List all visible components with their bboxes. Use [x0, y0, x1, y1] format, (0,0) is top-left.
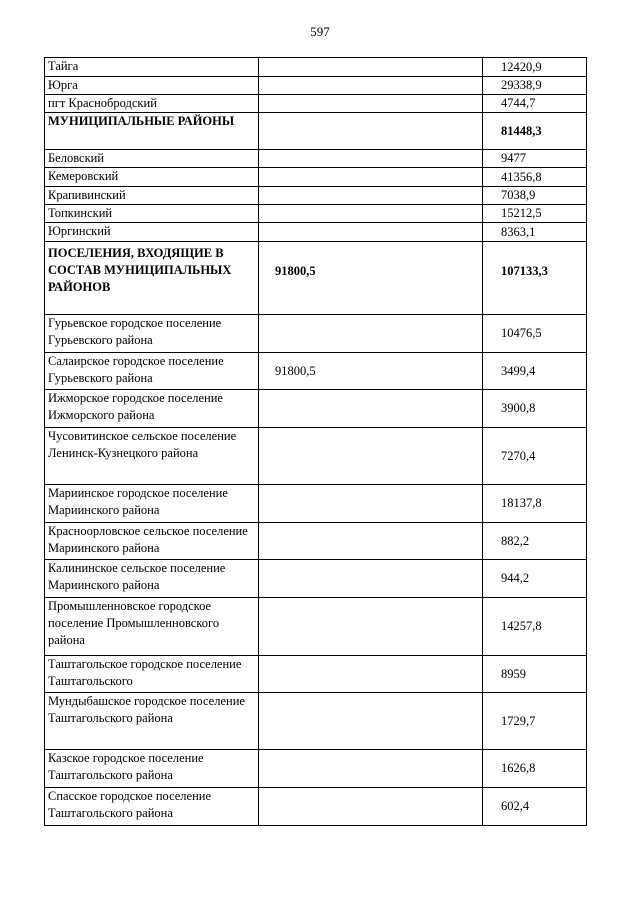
row-mid-value	[259, 77, 483, 95]
row-name: Гурьевское городское поселение Гурьевского района	[45, 315, 259, 353]
row-name: Кемеровский	[45, 168, 259, 187]
row-name: ПОСЕЛЕНИЯ, ВХОДЯЩИЕ В СОСТАВ МУНИЦИПАЛЬНЫХ РАЙОНОВ	[45, 242, 259, 315]
row-mid-value	[259, 656, 483, 693]
row-mid-value	[259, 113, 483, 150]
row-value: 882,2	[483, 523, 587, 560]
table-row	[45, 95, 587, 113]
row-value: 8959	[483, 656, 587, 693]
table-row	[45, 150, 587, 168]
table-row	[45, 315, 587, 353]
row-name: Чусовитинское сельское поселение Ленинск-Кузнецкого района	[45, 428, 259, 485]
row-value: 12420,9	[483, 58, 587, 77]
row-value: 7270,4	[483, 428, 587, 485]
page-number: 597	[310, 24, 330, 39]
row-mid-value	[259, 598, 483, 656]
table-row	[45, 598, 587, 656]
row-name: МУНИЦИПАЛЬНЫЕ РАЙОНЫ	[45, 113, 259, 150]
row-value: 8363,1	[483, 223, 587, 242]
row-name: Юргинский	[45, 223, 259, 242]
table-row	[45, 656, 587, 693]
table-row	[45, 560, 587, 598]
row-mid-value	[259, 168, 483, 187]
table-row	[45, 485, 587, 523]
budget-table	[44, 57, 587, 826]
row-mid-value	[259, 390, 483, 428]
table-row	[45, 205, 587, 223]
row-value: 4744,7	[483, 95, 587, 113]
row-value: 14257,8	[483, 598, 587, 656]
table-row	[45, 242, 587, 315]
row-value: 41356,8	[483, 168, 587, 187]
row-mid-value	[259, 428, 483, 485]
row-mid-value	[259, 693, 483, 750]
row-value: 1729,7	[483, 693, 587, 750]
table-row	[45, 223, 587, 242]
row-mid-value: 91800,5	[259, 353, 483, 390]
table-row	[45, 168, 587, 187]
row-name: пгт Краснобродский	[45, 95, 259, 113]
table-row	[45, 113, 587, 150]
row-name: Спасское городское поселение Таштагольского района	[45, 788, 259, 826]
row-mid-value	[259, 150, 483, 168]
row-value: 3900,8	[483, 390, 587, 428]
row-name: Казское городское поселение Таштагольского района	[45, 750, 259, 788]
row-value: 7038,9	[483, 187, 587, 205]
row-mid-value	[259, 750, 483, 788]
row-name: Мундыбашское городское поселение Таштагольского района	[45, 693, 259, 750]
table-row	[45, 523, 587, 560]
row-name: Таштагольское городское поселение Таштагольского	[45, 656, 259, 693]
table-row	[45, 693, 587, 750]
table-row	[45, 58, 587, 77]
row-value: 3499,4	[483, 353, 587, 390]
row-mid-value	[259, 788, 483, 826]
row-mid-value	[259, 315, 483, 353]
row-value: 9477	[483, 150, 587, 168]
row-name: Топкинский	[45, 205, 259, 223]
row-value: 29338,9	[483, 77, 587, 95]
row-value: 107133,3	[483, 242, 587, 315]
row-name: Крапивинский	[45, 187, 259, 205]
row-mid-value	[259, 523, 483, 560]
table-row	[45, 77, 587, 95]
table-row	[45, 750, 587, 788]
row-mid-value	[259, 58, 483, 77]
row-mid-value	[259, 205, 483, 223]
row-name: Ижморское городское поселение Ижморского района	[45, 390, 259, 428]
row-value: 1626,8	[483, 750, 587, 788]
row-name: Промышленновское городское поселение Промышленновского района	[45, 598, 259, 656]
row-name: Тайга	[45, 58, 259, 77]
row-value: 18137,8	[483, 485, 587, 523]
row-value: 10476,5	[483, 315, 587, 353]
row-value: 944,2	[483, 560, 587, 598]
row-name: Мариинское городское поселение Мариинского района	[45, 485, 259, 523]
table-row	[45, 353, 587, 390]
row-value: 81448,3	[483, 113, 587, 150]
row-name: Калининское сельское поселение Мариинского района	[45, 560, 259, 598]
row-mid-value: 91800,5	[259, 242, 483, 315]
table-row	[45, 428, 587, 485]
row-mid-value	[259, 560, 483, 598]
row-name: Юрга	[45, 77, 259, 95]
row-mid-value	[259, 223, 483, 242]
table-row	[45, 187, 587, 205]
row-value: 602,4	[483, 788, 587, 826]
row-value: 15212,5	[483, 205, 587, 223]
row-mid-value	[259, 485, 483, 523]
row-name: Беловский	[45, 150, 259, 168]
table-row	[45, 390, 587, 428]
row-name: Салаирское городское поселение Гурьевского района	[45, 353, 259, 390]
row-name: Красноорловское сельское поселение Мариинского района	[45, 523, 259, 560]
row-mid-value	[259, 187, 483, 205]
table-row	[45, 788, 587, 826]
row-mid-value	[259, 95, 483, 113]
